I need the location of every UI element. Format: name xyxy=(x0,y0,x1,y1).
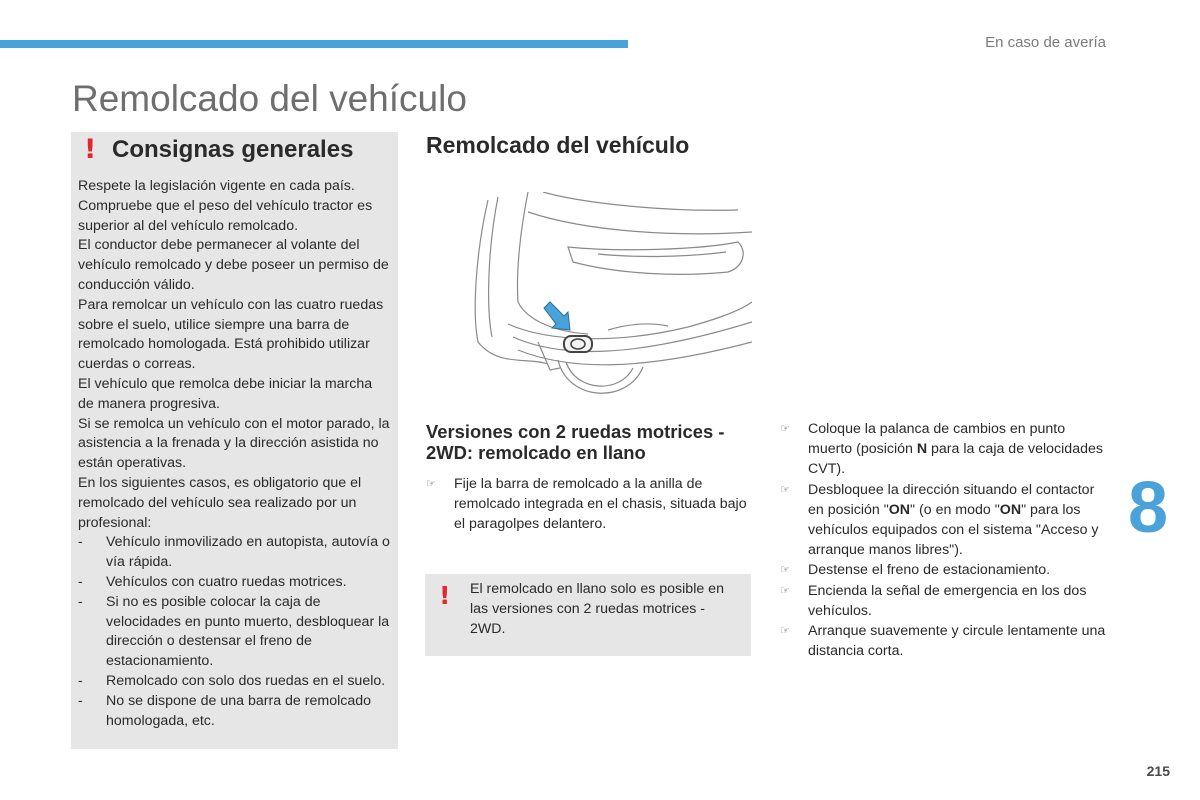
warning-paragraph: Para remolcar un vehículo con las cuatro ruedas sobre el suelo, utilice siempre una barra de remolcado homologada. Está prohibido utilizar cuerdas o correas. xyxy=(78,296,384,373)
list-item: - Si no es posible colocar la caja de velocidades en punto muerto, desbloquear la dirección o destensar el freno de estacionamiento. xyxy=(78,593,390,672)
list-item: - Vehículos con cuatro ruedas motrices. xyxy=(78,573,390,593)
towing-ring-illustration xyxy=(468,192,752,402)
page-title: Remolcado del vehículo xyxy=(72,78,467,119)
towing-section-title: Remolcado del vehículo xyxy=(426,132,690,158)
hand-pointer-icon: ☞ xyxy=(426,477,436,490)
warning-paragraph: Si se remolca un vehículo con el motor parado, la asistencia a la frenada y la dirección asistida no están operativas. xyxy=(78,415,390,472)
chapter-number: 8 xyxy=(1128,468,1169,548)
warning-paragraph: En los siguientes casos, es obligatorio que el remolcado del vehículo sea realizado por un profesional: xyxy=(78,474,362,531)
towing-2wd-subtitle: Versiones con 2 ruedas motrices - 2WD: remolcado en llano xyxy=(426,421,725,463)
list-item: ☞ Destense el freno de estacionamiento. xyxy=(780,560,1110,580)
list-item: ☞ Encienda la señal de emergencia en los dos vehículos. xyxy=(780,582,1087,619)
towing-right-steps xyxy=(780,419,1110,661)
hand-pointer-icon: ☞ xyxy=(780,563,790,577)
list-item: - Remolcado con solo dos ruedas en el suelo. xyxy=(78,672,390,692)
warning-paragraph: El conductor debe permanecer al volante del vehículo remolcado y debe poseer un permiso de conducción válido. xyxy=(78,237,389,293)
warning-paragraph: Respete la legislación vigente en cada país. xyxy=(78,178,355,194)
warning-paragraph: El vehículo que remolca debe iniciar la marcha de manera progresiva. xyxy=(78,375,373,412)
page-number: 215 xyxy=(1146,763,1170,779)
general-warnings-text xyxy=(78,177,390,731)
list-item: - Vehículo inmovilizado en autopista, autovía o vía rápida. xyxy=(78,533,390,573)
hand-pointer-icon: ☞ xyxy=(780,482,790,496)
section-label: En caso de avería xyxy=(985,34,1106,51)
towing-left-steps xyxy=(426,474,756,535)
general-warnings-title: Consignas generales xyxy=(112,136,354,163)
exclamation-icon: ! xyxy=(84,134,97,165)
professional-cases-list xyxy=(78,533,390,731)
hand-pointer-icon: ☞ xyxy=(780,422,790,435)
hand-pointer-icon: ☞ xyxy=(780,624,790,638)
warning-paragraph: Compruebe que el peso del vehículo tractor es superior al del vehículo remolcado. xyxy=(78,197,373,234)
list-item: - No se dispone de una barra de remolcado homologada, etc. xyxy=(78,692,390,732)
header-accent-bar xyxy=(0,40,628,48)
list-item: ☞ Fije la barra de remolcado a la anilla de remolcado integrada en el chasis, situada bajo el paragolpes delantero. xyxy=(426,476,747,533)
list-item: ☞ Coloque la palanca de cambios en punto muerto (posición N para la caja de velocidades CVT). xyxy=(780,421,1103,478)
towing-note-text: El remolcado en llano solo es posible en las versiones con 2 ruedas motrices - 2WD. xyxy=(470,581,724,637)
list-item: ☞ Desbloquee la dirección situando el contactor en posición "ON" (o en modo "ON" para los vehículos equipados con el sistema "Acceso y arranque manos libres"). xyxy=(780,481,1099,559)
exclamation-icon: ! xyxy=(439,581,451,610)
hand-pointer-icon: ☞ xyxy=(780,583,790,597)
list-item: ☞ Arranque suavemente y circule lentamente una distancia corta. xyxy=(780,623,1106,660)
